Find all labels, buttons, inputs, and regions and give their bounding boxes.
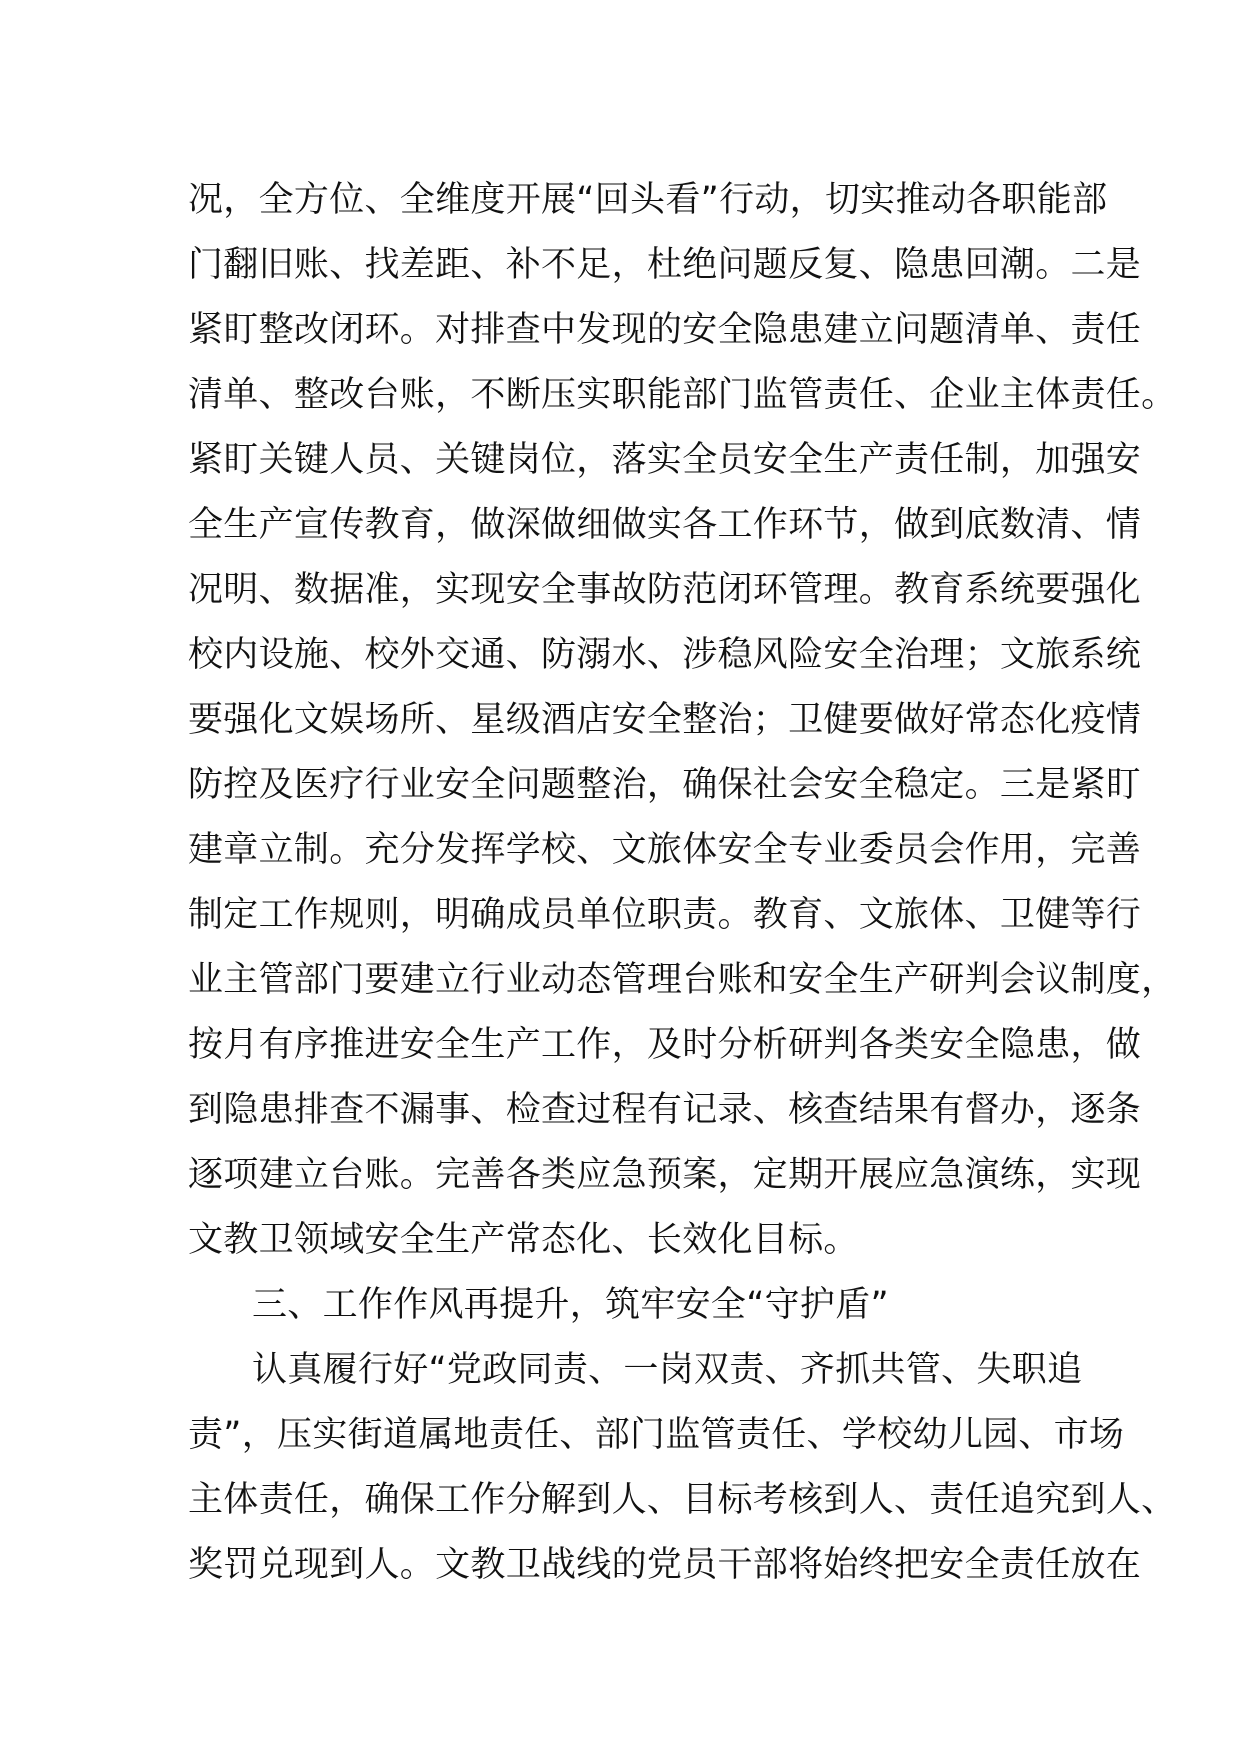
text-line: 责”，压实街道属地责任、部门监管责任、学校幼儿园、市场 bbox=[188, 1415, 1125, 1455]
text-line: 况明、数据准，实现安全事故防范闭环管理。教育系统要强化 bbox=[188, 570, 1142, 610]
body-text bbox=[188, 168, 1177, 1598]
text-line: 况，全方位、全维度开展“回头看”行动，切实推动各职能部 bbox=[188, 180, 1108, 220]
section-heading: 三、工作作风再提升，筑牢安全“守护盾” bbox=[252, 1285, 889, 1325]
text-line: 防控及医疗行业安全问题整治，确保社会安全稳定。三是紧盯 bbox=[188, 765, 1142, 805]
text-line: 紧盯整改闭环。对排查中发现的安全隐患建立问题清单、责任 bbox=[188, 310, 1142, 350]
text-line: 清单、整改台账，不断压实职能部门监管责任、企业主体责任。 bbox=[188, 375, 1177, 415]
text-line: 主体责任，确保工作分解到人、目标考核到人、责任追究到人、 bbox=[188, 1480, 1177, 1520]
text-line: 业主管部门要建立行业动态管理台账和安全生产研判会议制度， bbox=[188, 960, 1177, 1000]
text-line: 文教卫领域安全生产常态化、长效化目标。 bbox=[188, 1220, 859, 1260]
text-line: 逐项建立台账。完善各类应急预案，定期开展应急演练，实现 bbox=[188, 1155, 1142, 1195]
text-line: 制定工作规则，明确成员单位职责。教育、文旅体、卫健等行 bbox=[188, 895, 1142, 935]
text-line: 到隐患排查不漏事、检查过程有记录、核查结果有督办，逐条 bbox=[188, 1090, 1142, 1130]
text-line: 认真履行好“党政同责、一岗双责、齐抓共管、失职追 bbox=[252, 1350, 1083, 1390]
text-line: 全生产宣传教育，做深做细做实各工作环节，做到底数清、情 bbox=[188, 505, 1142, 545]
text-line: 按月有序推进安全生产工作，及时分析研判各类安全隐患，做 bbox=[188, 1025, 1142, 1065]
text-line: 紧盯关键人员、关键岗位，落实全员安全生产责任制，加强安 bbox=[188, 440, 1142, 480]
text-line: 校内设施、校外交通、防溺水、涉稳风险安全治理；文旅系统 bbox=[188, 635, 1142, 675]
text-line: 要强化文娱场所、星级酒店安全整治；卫健要做好常态化疫情 bbox=[188, 700, 1142, 740]
text-line: 奖罚兑现到人。文教卫战线的党员干部将始终把安全责任放在 bbox=[188, 1545, 1142, 1585]
text-line: 建章立制。充分发挥学校、文旅体安全专业委员会作用，完善 bbox=[188, 830, 1142, 870]
text-line: 门翻旧账、找差距、补不足，杜绝问题反复、隐患回潮。二是 bbox=[188, 245, 1142, 285]
